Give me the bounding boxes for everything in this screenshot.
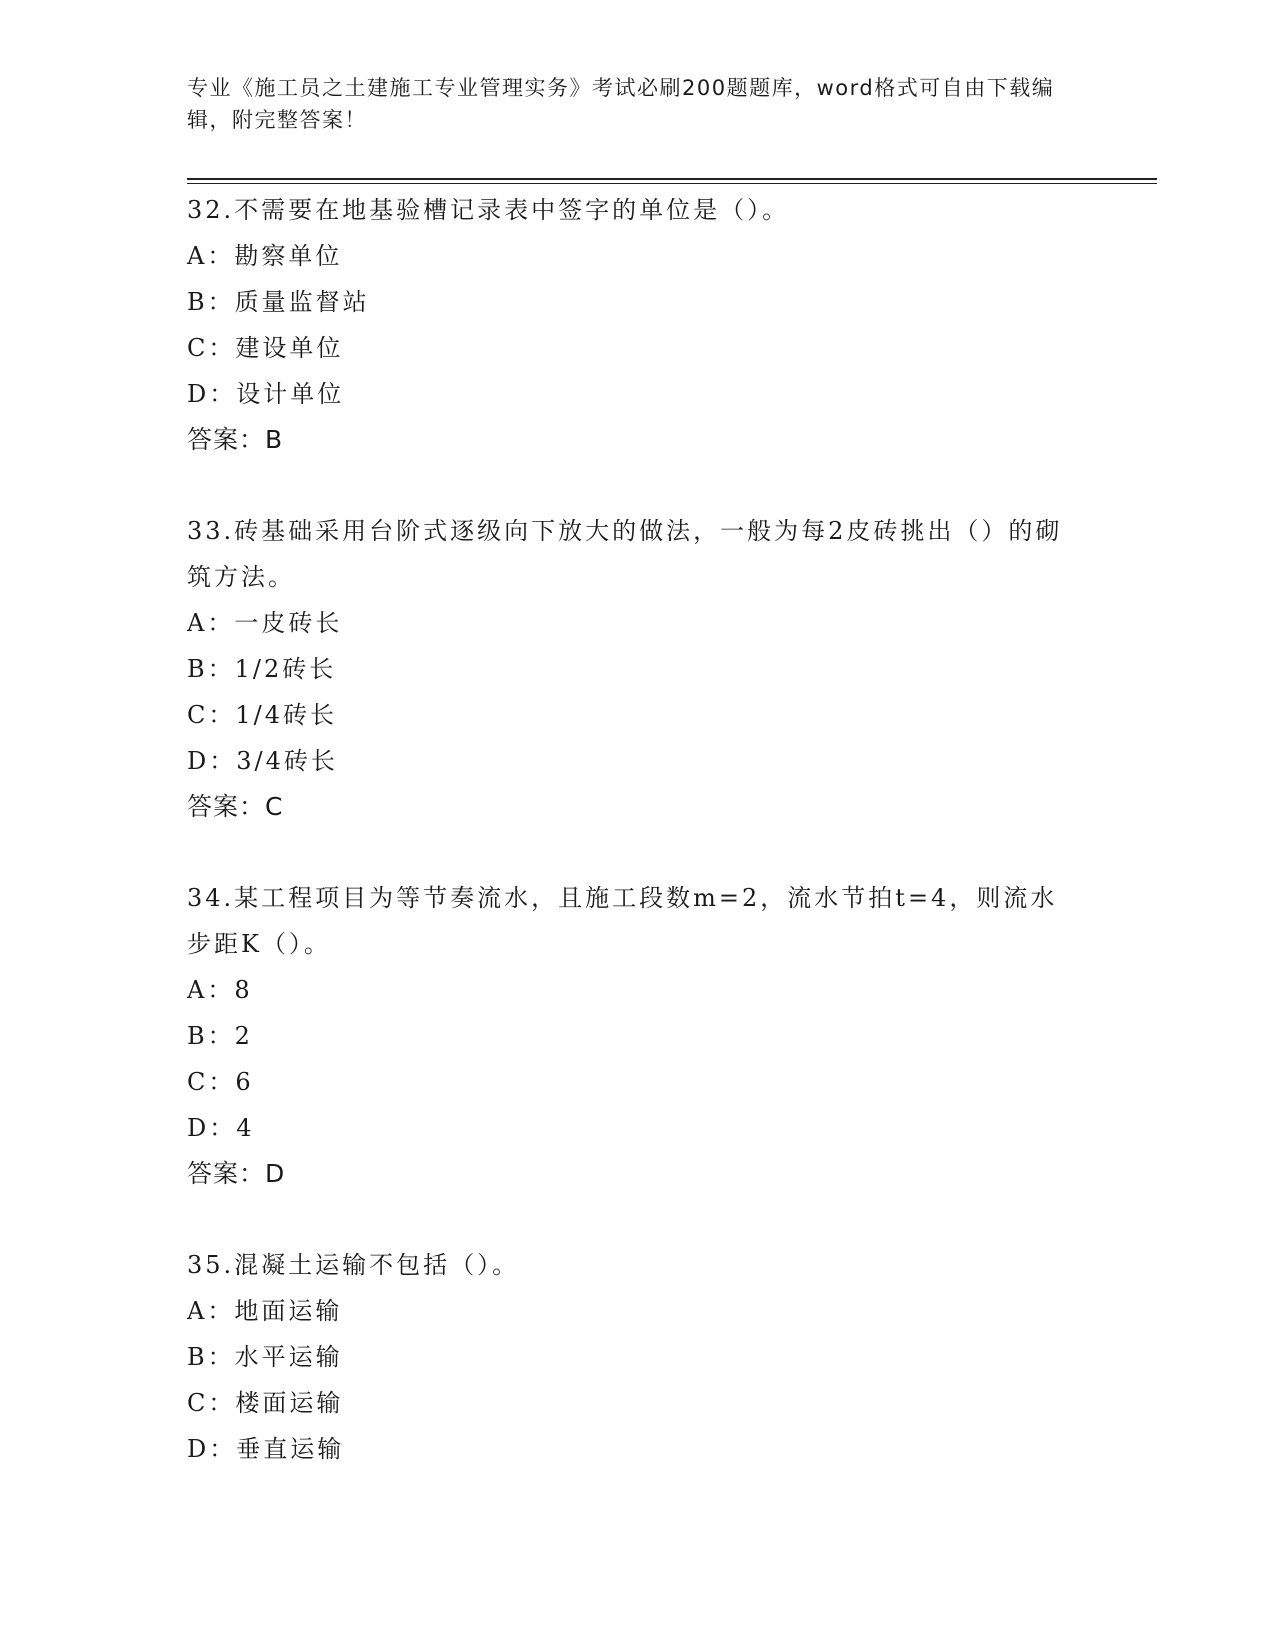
question-33 [187,508,1067,830]
option-a: A：8 [187,976,253,1004]
option-a: A：地面运输 [187,1297,343,1325]
question-32 [187,187,1067,463]
option-d: D：垂直运输 [187,1435,345,1463]
option-c: C：1/4砖长 [187,701,337,729]
option-c: C：楼面运输 [187,1389,344,1417]
question-list [187,187,1067,1517]
option-b: B：2 [187,1022,253,1050]
document-header: 专业《施工员之土建施工专业管理实务》考试必刷200题题库，word格式可自由下载编辑，附完整答案！ [187,76,1055,132]
option-b: B：质量监督站 [187,288,370,316]
answer: 答案：B [187,425,284,454]
answer: 答案：D [187,1159,286,1188]
question-stem: 33.砖基础采用台阶式逐级向下放大的做法，一般为每2皮砖挑出（）的砌筑方法。 [187,517,1063,591]
option-b: B：1/2砖长 [187,655,337,683]
option-c: C：6 [187,1068,254,1096]
option-a: A：勘察单位 [187,242,343,270]
header-divider [187,178,1157,184]
option-d: D：设计单位 [187,380,345,408]
question-stem: 35.混凝土运输不包括（）。 [187,1251,520,1279]
answer: 答案：C [187,792,284,821]
option-d: D：4 [187,1114,255,1142]
question-stem: 34.某工程项目为等节奏流水，且施工段数m=2，流水节拍t=4，则流水步距K（）。 [187,884,1058,958]
question-34 [187,875,1067,1197]
question-stem: 32.不需要在地基验槽记录表中签字的单位是（）。 [187,196,790,224]
option-d: D：3/4砖长 [187,747,338,775]
option-a: A：一皮砖长 [187,609,343,637]
option-b: B：水平运输 [187,1343,343,1371]
option-c: C：建设单位 [187,334,344,362]
question-35 [187,1242,1067,1472]
